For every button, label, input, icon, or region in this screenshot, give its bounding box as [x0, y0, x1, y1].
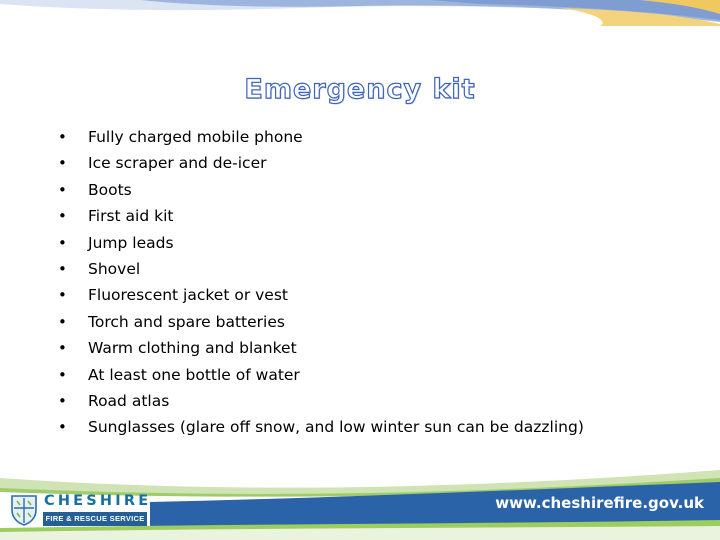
list-item-text: Ice scraper and de-icer: [88, 154, 267, 173]
bullet-icon: •: [58, 312, 67, 331]
bullet-icon: •: [58, 233, 67, 252]
list-item-text: Warm clothing and blanket: [88, 339, 297, 358]
list-item: [58, 388, 584, 414]
list-item: [58, 309, 584, 335]
list-item: [58, 230, 584, 256]
list-item: [58, 150, 584, 176]
list-item-text: Jump leads: [88, 233, 174, 252]
list-item-text: Torch and spare batteries: [88, 312, 285, 331]
list-item-text: Fully charged mobile phone: [88, 128, 303, 146]
logo-subtitle: FIRE & RESCUE SERVICE: [43, 512, 147, 526]
bullet-icon: •: [58, 286, 67, 305]
list-item: [58, 335, 584, 361]
list-item: [58, 256, 584, 282]
list-item-text: Fluorescent jacket or vest: [88, 286, 288, 305]
logo-name: CHESHIRE: [44, 493, 152, 509]
bullet-icon: •: [58, 391, 67, 410]
bullet-icon: •: [58, 339, 67, 358]
list-item: [58, 362, 584, 388]
list-item: [58, 282, 584, 308]
bullet-icon: •: [58, 259, 67, 278]
bullet-icon: •: [58, 365, 67, 384]
bullet-icon: •: [58, 180, 67, 199]
bullet-list: [58, 124, 584, 441]
cheshire-fire-logo[interactable]: [6, 492, 152, 528]
list-item: [58, 177, 584, 203]
slide-title: Emergency kit: [244, 74, 476, 106]
website-link[interactable]: www.cheshirefire.gov.uk: [495, 494, 704, 512]
list-item: [58, 203, 584, 229]
bullet-icon: •: [58, 154, 67, 173]
list-item-text: Road atlas: [88, 391, 170, 410]
list-item: [58, 414, 584, 440]
bullet-icon: •: [58, 418, 67, 437]
list-item-text: Boots: [88, 180, 132, 199]
shield-icon: [10, 494, 38, 526]
top-decorative-band: [0, 0, 720, 26]
list-item-text: At least one bottle of water: [88, 365, 300, 384]
list-item-text: Shovel: [88, 259, 141, 278]
list-item: [58, 124, 584, 150]
bullet-icon: •: [58, 207, 67, 226]
bullet-icon: •: [58, 128, 67, 146]
list-item-text: Sunglasses (glare off snow, and low winter sun can be dazzling): [88, 418, 584, 437]
list-item-text: First aid kit: [88, 207, 174, 226]
